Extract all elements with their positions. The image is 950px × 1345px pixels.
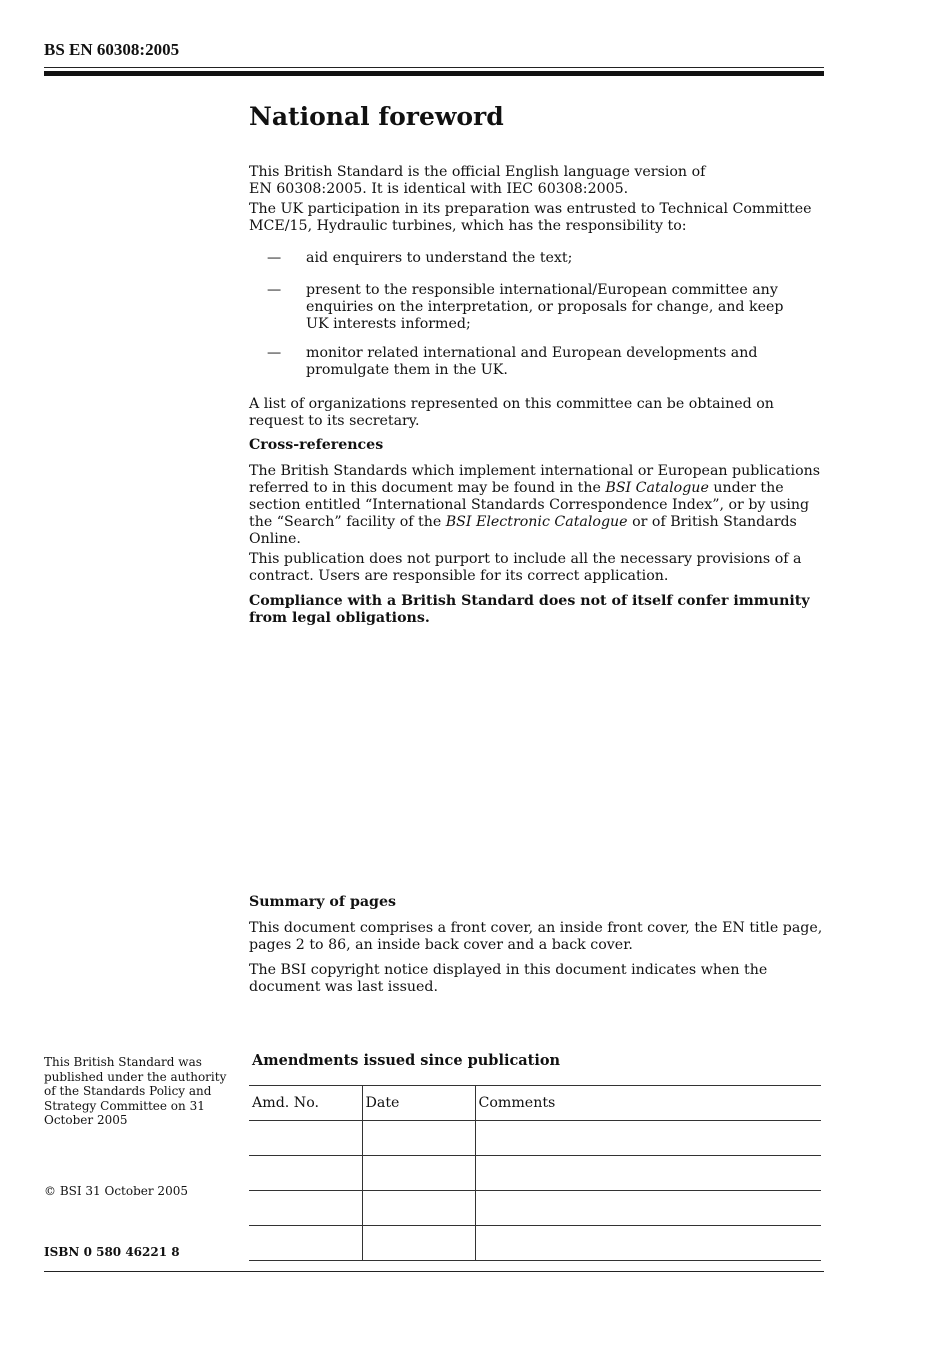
table-row (249, 1226, 821, 1261)
cross-references-paragraph (249, 463, 824, 548)
text-span: under the section entitled “International Standards Correspondence Index”, or by using the “Search” facility of the (249, 480, 810, 530)
amendments-grid (249, 1085, 821, 1261)
table-cell (362, 1191, 475, 1226)
table-cell (362, 1156, 475, 1191)
document-id: BS EN 60308:2005 (44, 40, 180, 59)
summary-paragraph: This document comprises a front cover, an inside front cover, the EN title page, pages 2 to 86, an inside back cover and a back cover. (249, 920, 823, 953)
amendments-table (249, 1085, 821, 1261)
committee-note: A list of organizations represented on this committee can be obtained on request to its secretary. (249, 396, 774, 429)
column-header-date: Date (362, 1086, 475, 1121)
list-item-text: monitor related international and European developments and promulgate them in the UK. (306, 345, 758, 378)
summary-paragraph: The BSI copyright notice displayed in this document indicates when the document was last issued. (249, 962, 768, 995)
intro-paragraph: The UK participation in its preparation was entrusted to Technical Committee MCE/15, Hydraulic turbines, which has the responsibility to: (249, 201, 812, 234)
intro-paragraph: This British Standard is the official English language version of EN 60308:2005. It is identical with IEC 60308:2005. (249, 164, 706, 197)
page-title: National foreword (249, 102, 504, 131)
table-row (249, 1191, 821, 1226)
table-cell (249, 1226, 362, 1261)
table-cell (362, 1226, 475, 1261)
list-item (249, 345, 824, 379)
text-span: or of British Standards Online. (249, 514, 797, 547)
table-cell (475, 1191, 821, 1226)
bsi-electronic-catalogue-title: BSI Electronic Catalogue (445, 514, 628, 530)
list-item-text: aid enquirers to understand the text; (306, 250, 573, 266)
summary-heading: Summary of pages (249, 894, 396, 910)
table-row (249, 1156, 821, 1191)
header-rule-thin (44, 67, 824, 68)
list-item-text: present to the responsible international/European committee any enquiries on the interpretation, or proposals for change, and keep UK interests informed; (306, 282, 784, 332)
list-item (249, 250, 824, 267)
dash-bullet: — (267, 282, 282, 298)
dash-bullet: — (267, 345, 282, 361)
authority-note: This British Standard was published under the authority of the Standards Policy and Strategy Committee on 31 October 2005 (44, 1055, 227, 1127)
table-cell (249, 1191, 362, 1226)
compliance-statement: Compliance with a British Standard does not of itself confer immunity from legal obligations. (249, 593, 810, 626)
list-item (249, 282, 824, 333)
responsibility-list (249, 250, 824, 379)
column-header-amd-no: Amd. No. (249, 1086, 362, 1121)
table-cell (475, 1226, 821, 1261)
footer-rule (44, 1271, 824, 1272)
amendments-heading: Amendments issued since publication (252, 1052, 561, 1069)
table-cell (249, 1121, 362, 1156)
isbn: ISBN 0 580 46221 8 (44, 1245, 180, 1259)
header-rule-thick (44, 71, 824, 76)
text-span: The British Standards which implement international or European publications referred to in this document may be found in the (249, 463, 821, 496)
table-cell (475, 1121, 821, 1156)
bsi-catalogue-title: BSI Catalogue (605, 480, 709, 496)
table-cell (249, 1156, 362, 1191)
column-header-comments: Comments (475, 1086, 821, 1121)
table-header-row (249, 1086, 821, 1121)
provisions-paragraph: This publication does not purport to include all the necessary provisions of a contract. Users are responsible for its correct application. (249, 551, 802, 584)
dash-bullet: — (267, 250, 282, 266)
cross-references-heading: Cross-references (249, 437, 384, 453)
intro-section (249, 164, 824, 627)
table-cell (362, 1121, 475, 1156)
table-row (249, 1121, 821, 1156)
copyright-note: © BSI 31 October 2005 (44, 1184, 188, 1198)
summary-section (249, 894, 824, 996)
table-cell (475, 1156, 821, 1191)
